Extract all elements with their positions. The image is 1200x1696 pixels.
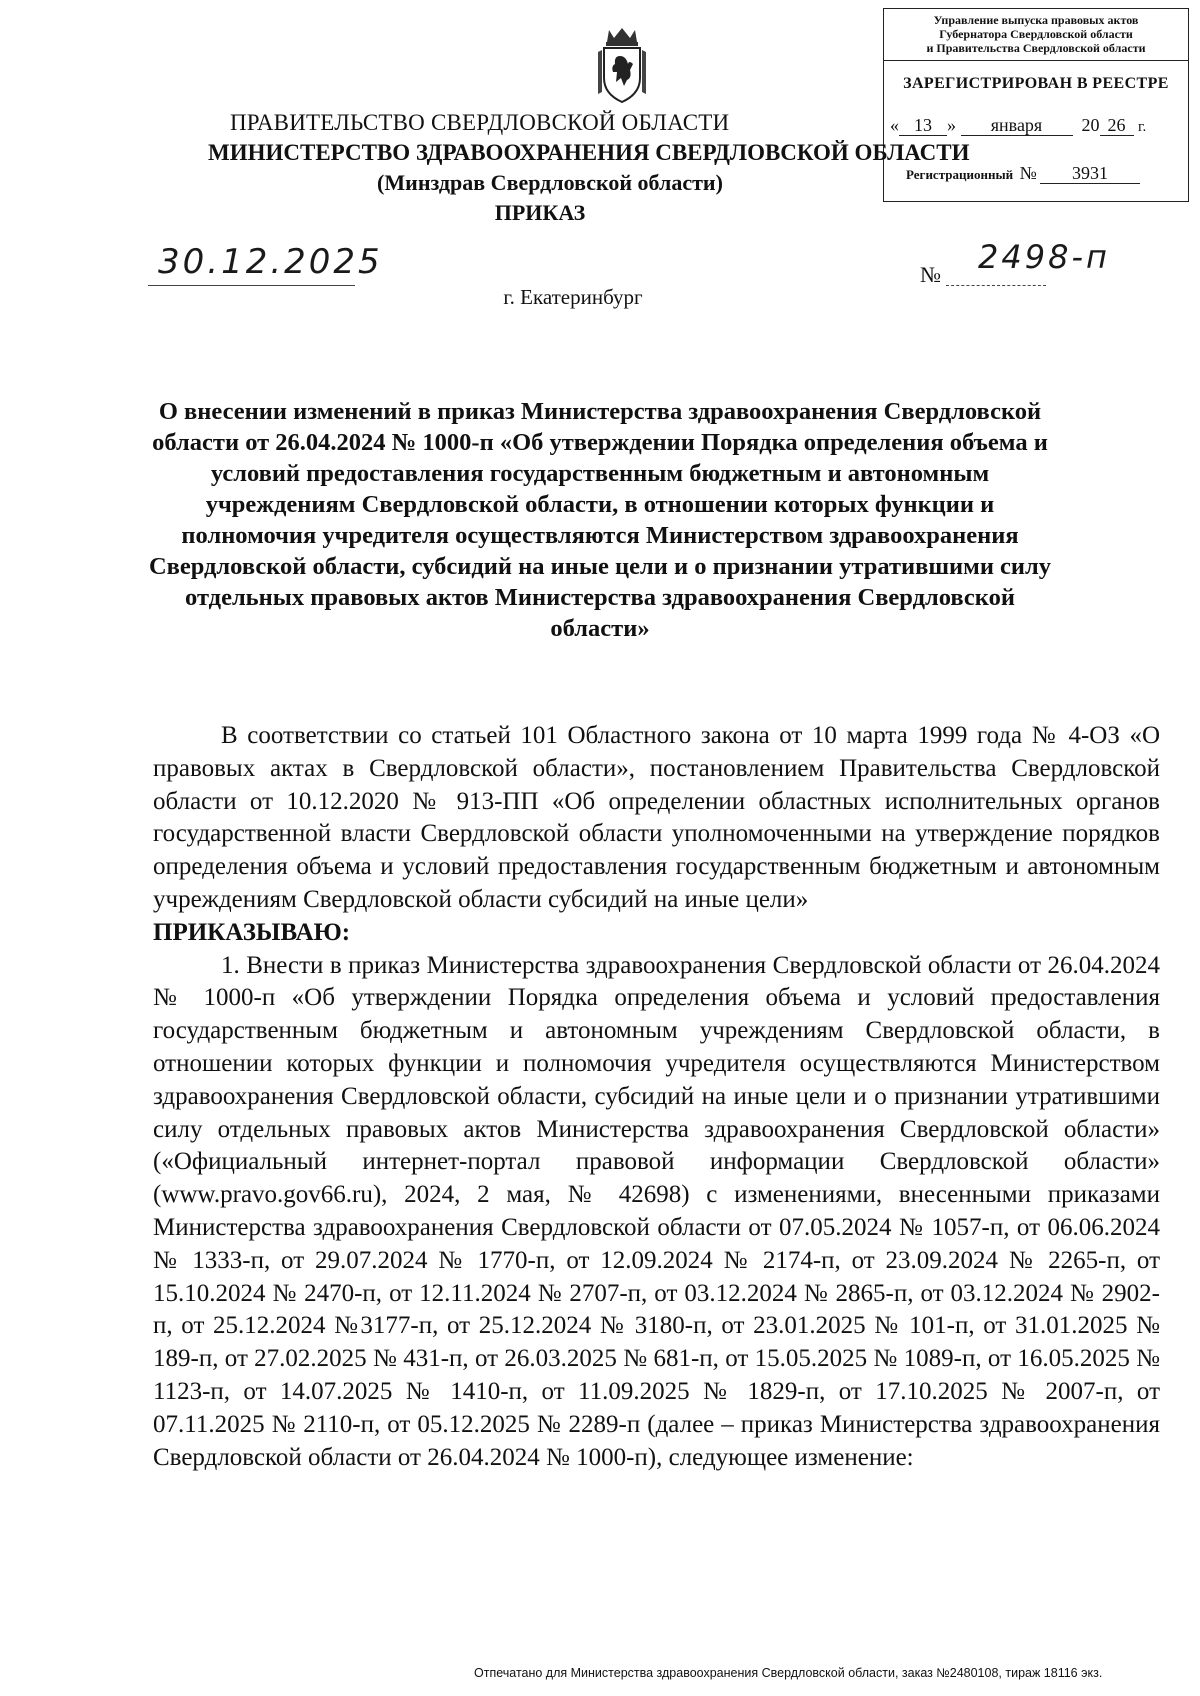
ministry-name: МИНИСТЕРСТВО ЗДРАВООХРАНЕНИЯ СВЕРДЛОВСКОЙ ОБЛАСТИ [208, 140, 970, 165]
ministry-short-name: (Минздрав Свердловской области) [377, 170, 723, 195]
registration-number-value: 3931 [1040, 163, 1140, 184]
item-1: 1. Внести в приказ Министерства здравоохранения Свердловской области от 26.04.2024 № 1000-п «Об утверждении Порядка определения объема и условий предоставления государственным бюджетным и автономным учреждениям Свердловской области, в отношении которых функции и полномочия учредителя осуществляются Министерством здравоохранения Свердловской области, субсидий на иные цели и о признании утратившими силу отдельных правовых актов Министерства здравоохранения Свердловской области» («Официальный интернет-портал правовой информации Свердловской области» (www.pravo.gov66.ru), 2024, 2 мая, № 42698) с изменениями, внесенными приказами Министерства здравоохранения Свердловской области от 07.05.2024 № 1057-п, от 06.06.2024 № 1333-п, от 29.07.2024 № 1770-п, от 12.09.2024 № 2174-п, от 23.09.2024 № 2265-п, от 15.10.2024 № 2470-п, от 12.11.2024 № 2707-п, от 03.12.2024 № 2865-п, от 03.12.2024 № 2902-п, от 25.12.2024 №3177-п, от 25.12.2024 № 3180-п, от 23.01.2025 № 101-п, от 31.01.2025 № 189-п, от 27.02.2025 № 431-п, от 26.03.2025 № 681-п, от 15.05.2025 № 1089-п, от 16.05.2025 № 1123-п, от 14.07.2025 № 1410-п, от 11.09.2025 № 1829-п, от 17.10.2025 № 2007-п, от 07.11.2025 № 2110-п, от 05.12.2025 № 2289-п (далее – приказ Министерства здравоохранения Свердловской области от 26.04.2024 № 1000-п), следующее изменение: [153, 951, 1160, 1471]
coat-of-arms-icon [596, 26, 648, 106]
government-name: ПРАВИТЕЛЬСТВО СВЕРДЛОВСКОЙ ОБЛАСТИ [230, 110, 730, 135]
registration-year-suffix: 26 [1100, 115, 1134, 136]
print-footer: Отпечатано для Министерства здравоохранения Свердловской области, заказ №2480108, тираж 18116 экз. [474, 1666, 1103, 1680]
document-type: ПРИКАЗ [494, 200, 586, 225]
order-date: 30.12.2025 [158, 242, 383, 282]
document-title: О внесении изменений в приказ Министерства здравоохранения Свердловской области от 26.04.2024 № 1000-п «Об утверждении Порядка определения объема и условий предоставления государственным бюджетным и автономным учреждениям Свердловской области, в отношении которых функции и полномочия учредителя осуществляются Министерством здравоохранения Свердловской области, субсидий на иные цели и о признании утратившими силу отдельных правовых актов Министерства здравоохранения Свердловской области» [148, 398, 1052, 642]
registration-number-sign: № [1019, 163, 1037, 183]
preamble: В соответствии со статьей 101 Областного закона от 10 марта 1999 года № 4-ОЗ «О правовых актах в Свердловской области», постановлением Правительства Свердловской области от 10.12.2020 № 913-ПП «Об определении областных исполнительных органов государственной власти Свердловской области уполномоченными на утверждение порядков определения объема и условий предоставления государственным бюджетным и автономным учреждениям Свердловской области субсидий на иные цели» [153, 722, 1160, 913]
order-number-sign: № [920, 262, 941, 287]
registration-office [884, 9, 1188, 61]
registration-office-line: Губернатора Свердловской области [939, 27, 1133, 41]
registration-office-line: и Правительства Свердловской области [926, 41, 1146, 55]
registration-number-label: Регистрационный [906, 167, 1014, 182]
registration-office-line: Управление выпуска правовых актов [933, 13, 1139, 27]
city: г. Екатеринбург [503, 285, 643, 309]
order-word: ПРИКАЗЫВАЮ: [153, 918, 351, 946]
registration-day: 13 [899, 115, 947, 136]
registration-date: « 13 » января 20 26 г. [890, 115, 1147, 135]
order-number: 2498-п [978, 238, 1110, 276]
document-body [153, 720, 1160, 1474]
registration-status: ЗАРЕГИСТРИРОВАН В РЕЕСТРЕ [903, 75, 1169, 92]
registration-month: января [961, 115, 1073, 136]
registration-year-prefix: 20 [1081, 115, 1100, 135]
registration-year-mark: г. [1138, 119, 1147, 135]
